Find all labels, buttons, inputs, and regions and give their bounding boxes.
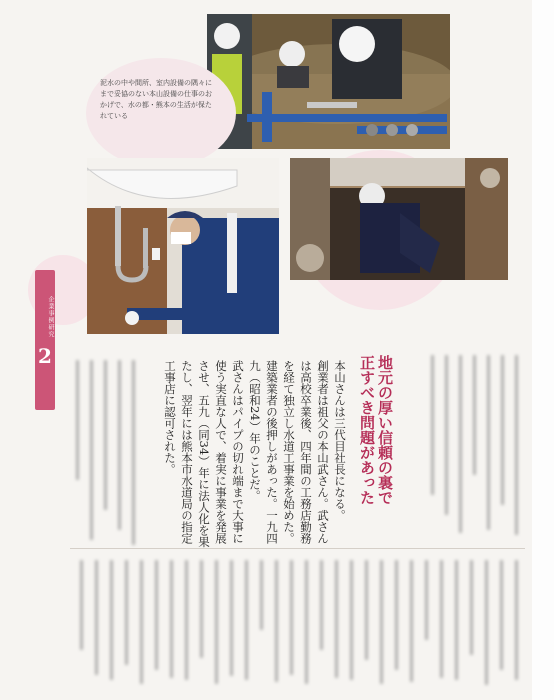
- photo-caption: 泥水の中や間所、室内設備の隅々にまで妥協のない本山設備の仕事のおかげで、水の都・熊本の生活が保たれている: [100, 79, 212, 120]
- photo-worker-under-sink: [87, 158, 279, 334]
- blurred-text-left-upper: [70, 360, 140, 550]
- heading-line-1: 地元の厚い信頼の裏で: [376, 355, 394, 505]
- body-paragraph-1: 本山さんは三代目社長になる。: [333, 360, 347, 521]
- blurred-text-lower: [70, 560, 525, 690]
- blurred-text-right-upper: [395, 355, 525, 545]
- column-divider: [70, 548, 525, 549]
- body-paragraph-2: 創業者は祖父の本山武さん。武さんは高校卒業後、四年間の工務店勤務を経て独立し水道工事業を始めた。建築業者の後押しがあった。一九四九（昭和24）年のことだ。: [248, 360, 330, 544]
- photo-workers-in-mud: [207, 14, 450, 149]
- heading-line-2: 正すべき問題があった: [358, 355, 376, 505]
- section-tab: [35, 270, 55, 410]
- body-paragraph-3: 武さんはパイプの切れ端まで大事に使う実直な人で、着実に事業を発展させ、五九（同34）年に法人化を果たし、翌年には熊本市水道局の指定工事店に認可された。: [163, 360, 245, 548]
- section-tab-number: 2: [38, 344, 52, 368]
- photo-worker-in-trench: [290, 158, 508, 280]
- section-heading: [358, 355, 394, 535]
- page-edge: [532, 0, 554, 700]
- article-body: [148, 360, 348, 550]
- section-tab-label: 企業事例研究: [47, 296, 54, 338]
